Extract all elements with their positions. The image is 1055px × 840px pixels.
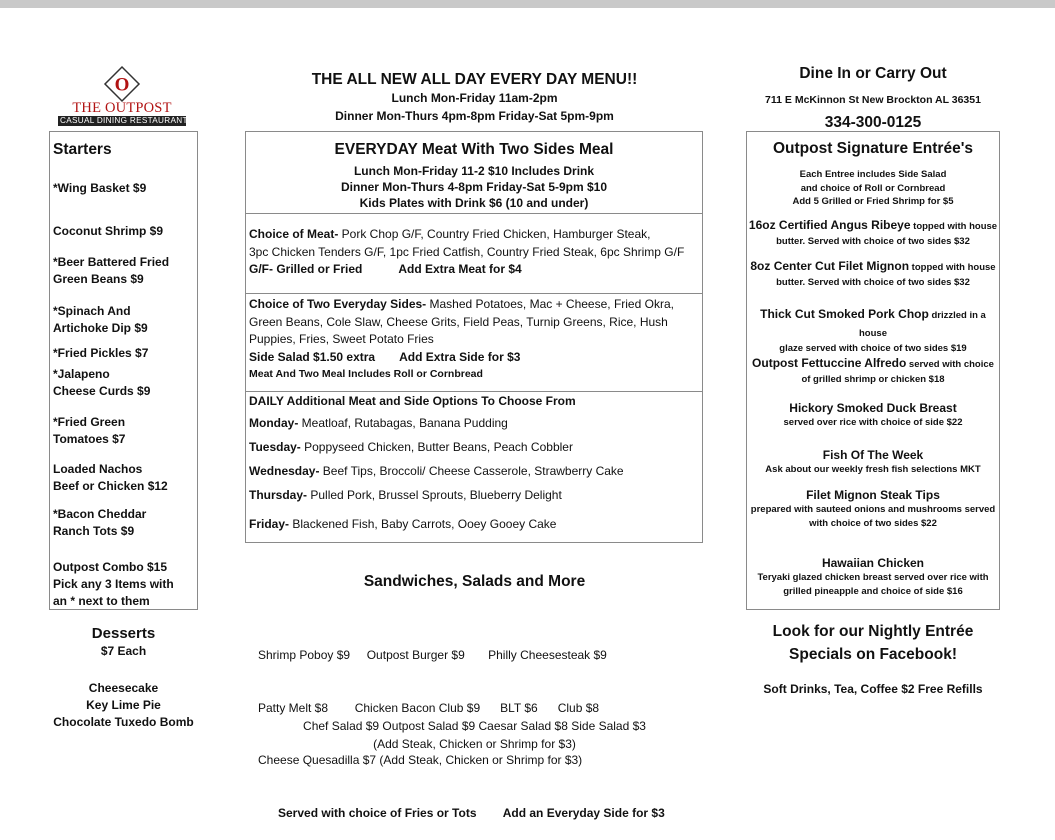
meal-lunch: Lunch Mon-Friday 11-2 $10 Includes Drink	[353, 164, 595, 178]
diamond-logo-icon	[104, 66, 140, 102]
entree-item: Thick Cut Smoked Pork Chop drizzled in a house glaze served with choice of two sides $19	[760, 307, 986, 354]
starter-item: *Wing Basket $9	[53, 181, 147, 195]
starter-item: Coconut Shrimp $9	[53, 224, 164, 238]
sides-line: Green Beans, Cole Slaw, Cheese Grits, Field Peas, Turnip Greens, Rice, Hush	[249, 314, 668, 329]
meal-kids: Kids Plates with Drink $6 (10 and under)	[359, 196, 589, 210]
starter-item: *Beer Battered Fried Green Beans $9	[53, 255, 170, 286]
signature-intro: Each Entree includes Side Salad and choice of Roll or Cornbread Add 5 Grilled or Fried Shrimp for $5	[792, 169, 954, 207]
entree-item: 8oz Center Cut Filet Mignon topped with house butter. Served with choice of two sides $32	[750, 259, 996, 288]
lunch-hours: Lunch Mon-Friday 11am-2pm	[391, 91, 558, 105]
meat-line: Pork Chop G/F, Country Fried Chicken, Hamburger Steak,	[338, 227, 651, 241]
desserts-price: $7 Each	[100, 644, 147, 658]
day-row: Thursday- Pulled Pork, Brussel Sprouts, Blueberry Delight	[249, 488, 562, 502]
salads-list	[246, 718, 703, 753]
desserts-title: Desserts	[91, 625, 156, 642]
side-salad: Side Salad $1.50 extra	[249, 349, 376, 364]
entree-item: Hickory Smoked Duck Breast served over rice with choice of side $22	[783, 401, 963, 428]
salads-line: Chef Salad $9 Outpost Salad $9 Caesar Salad $8 Side Salad $3	[303, 719, 646, 733]
sides-line: Mashed Potatoes, Mac + Cheese, Fried Okra,	[426, 297, 674, 311]
day-row: Monday- Meatloaf, Rutabagas, Banana Pudding	[249, 416, 508, 430]
sandwich-line: Cheese Quesadilla $7 (Add Steak, Chicken or Shrimp for $3)	[258, 753, 583, 767]
daily-options	[246, 392, 702, 542]
day-row: Friday- Blackened Fish, Baby Carrots, Ooey Gooey Cake	[249, 517, 557, 531]
signature-title: Outpost Signature Entrée's	[772, 140, 974, 157]
sandwich-line: Patty Melt $8 Chicken Bacon Club $9 BLT $6 Club $8	[258, 700, 600, 715]
meat-label: Choice of Meat-	[249, 227, 339, 241]
desserts-section	[49, 624, 198, 731]
dine-in-title: Dine In or Carry Out	[799, 65, 947, 82]
dessert-item: Cheesecake	[88, 681, 159, 695]
top-border	[0, 0, 1055, 8]
side-choices	[246, 294, 702, 392]
sides-label: Choice of Two Everyday Sides-	[249, 297, 427, 311]
entree-item: Outpost Fettuccine Alfredo served with choice of grilled shrimp or chicken $18	[752, 356, 994, 385]
salads-addon: (Add Steak, Chicken or Shrimp for $3)	[373, 736, 576, 751]
menu-title: THE ALL NEW ALL DAY EVERY DAY MENU!!	[311, 71, 638, 88]
drinks-line: Soft Drinks, Tea, Coffee $2 Free Refills	[763, 682, 983, 696]
starter-item: *Bacon Cheddar Ranch Tots $9	[53, 507, 147, 538]
entree-item: Filet Mignon Steak Tips prepared with sauteed onions and mushrooms served with choice of two sides $22	[750, 488, 996, 529]
day-row: Wednesday- Beef Tips, Broccoli/ Cheese Casserole, Strawberry Cake	[249, 464, 624, 478]
meal-title: EVERYDAY Meat With Two Sides Meal	[334, 141, 614, 158]
starter-item: *Fried Green Tomatoes $7	[53, 415, 126, 446]
starter-item: *Fried Pickles $7	[53, 346, 149, 360]
sandwich-sides-note: Served with choice of Fries or Tots Add an Everyday Side for $3	[258, 805, 665, 820]
meat-line: 3pc Chicken Tenders G/F, 1pc Fried Catfish, Country Fried Steak, 6pc Shrimp G/F	[249, 244, 685, 259]
logo-tagline: CASUAL DINING RESTAURANT	[60, 116, 188, 125]
starter-item: *Jalapeno Cheese Curds $9	[53, 367, 151, 398]
starters-title: Starters	[53, 141, 112, 158]
sandwiches-title: Sandwiches, Salads and More	[363, 573, 586, 590]
daily-title: DAILY Additional Meat and Side Options To Choose From	[249, 394, 576, 408]
logo-mark-letter: O	[114, 74, 130, 96]
logo-name: THE OUTPOST	[72, 100, 172, 116]
extra-meat: Add Extra Meat for $4	[398, 262, 522, 276]
starter-item: Loaded Nachos Beef or Chicken $12	[53, 462, 168, 493]
signature-entrees-box	[746, 131, 1000, 610]
contact-header	[746, 64, 1000, 133]
day-row: Tuesday- Poppyseed Chicken, Butter Beans, Peach Cobbler	[249, 440, 573, 454]
phone-number: 334-300-0125	[824, 114, 922, 131]
entree-item: Hawaiian Chicken Teryaki glazed chicken breast served over rice with grilled pineapple and choice of side $16	[757, 556, 989, 597]
roll-note: Meat And Two Meal Includes Roll or Cornbread	[249, 368, 483, 380]
address: 711 E McKinnon St New Brockton AL 36351	[765, 94, 981, 106]
extra-side: Add Extra Side for $3	[399, 349, 521, 364]
sides-line: Puppies, Fries, Sweet Potato Fries	[249, 332, 434, 346]
nightly-specials: Look for our Nightly Entrée Specials on Facebook!	[772, 623, 974, 663]
sandwich-line: Shrimp Poboy $9 Outpost Burger $9 Philly Cheesesteak $9	[258, 648, 607, 662]
dessert-item: Key Lime Pie	[86, 698, 161, 712]
meal-dinner: Dinner Mon-Thurs 4-8pm Friday-Sat 5-9pm $10	[340, 180, 608, 194]
everyday-meal-box	[245, 131, 703, 543]
entree-item: Fish Of The Week Ask about our weekly fresh fish selections MKT	[765, 448, 981, 475]
starter-item: *Spinach And Artichoke Dip $9	[53, 304, 148, 335]
entree-item: 16oz Certified Angus Ribeye topped with house butter. Served with choice of two sides $32	[748, 218, 998, 247]
menu-header	[246, 70, 703, 125]
meat-grilled-fried: G/F- Grilled or Fried	[249, 262, 363, 276]
meal-header	[246, 132, 702, 214]
starters-box	[49, 131, 198, 610]
starter-item: Outpost Combo $15 Pick any 3 Items with an * next to them	[53, 560, 174, 608]
meat-choices	[246, 214, 702, 294]
dessert-item: Chocolate Tuxedo Bomb	[53, 715, 194, 729]
dinner-hours: Dinner Mon-Thurs 4pm-8pm Friday-Sat 5pm-9pm	[335, 108, 614, 123]
restaurant-logo	[58, 66, 186, 128]
